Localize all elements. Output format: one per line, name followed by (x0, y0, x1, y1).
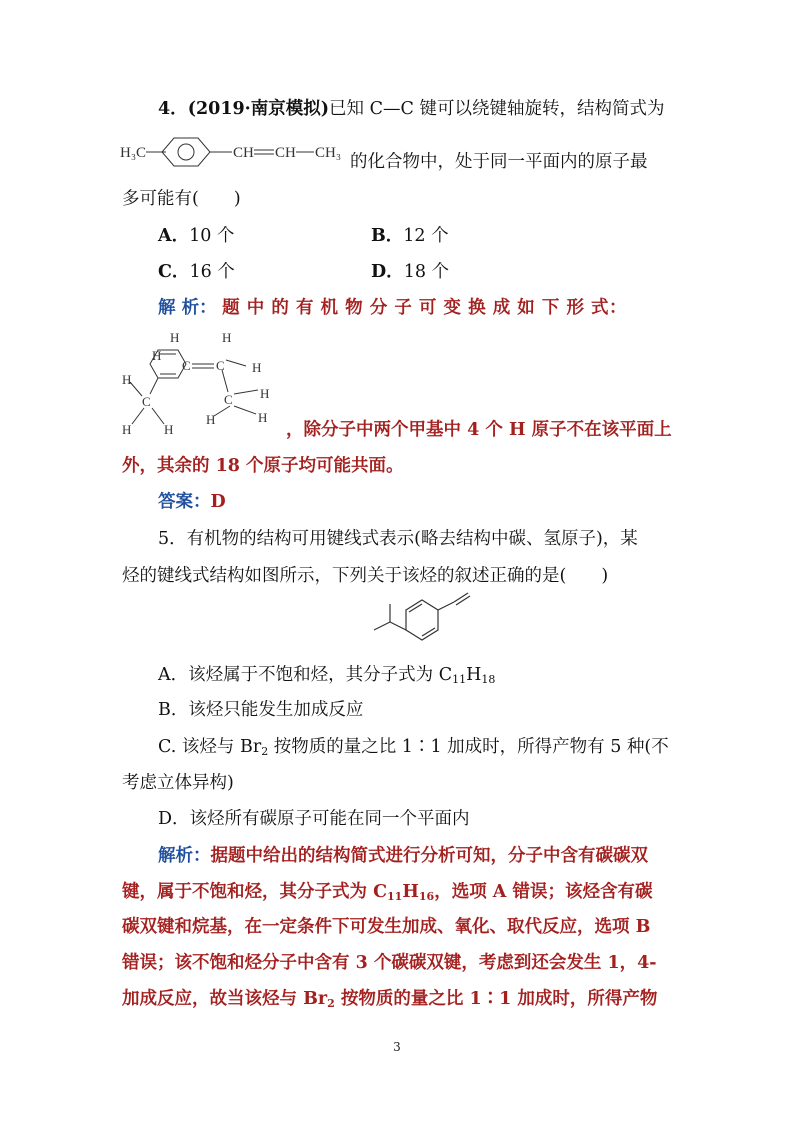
q4-analysis-text-3: 外，其余的 18 个原子均可能共面。 (122, 456, 404, 476)
q5-option-c: C. 该烃与 $Br_2$ 按物质的量之比 1∶1 加成时，所得产物有 5 种(不 (158, 737, 669, 758)
svg-text:H: H (170, 330, 180, 345)
svg-text:H: H (122, 372, 132, 387)
svg-text:C: C (182, 358, 191, 373)
svg-text:C: C (224, 392, 233, 407)
q5-option-c-cont: 考虑立体异构) (122, 773, 234, 793)
svg-text:H: H (152, 348, 162, 363)
q4-struct-h3c: H₃C (120, 145, 147, 161)
q4-analysis-label: 解 析： (158, 298, 217, 318)
q5-analysis-label: 解析： (158, 846, 211, 866)
q5-skeletal-structure (350, 590, 480, 652)
page-number: 3 (393, 1040, 401, 1054)
q4-answer-line (158, 490, 226, 514)
q4-stem-1: 已知 C—C 键可以绕键轴旋转，结构简式为 (329, 99, 665, 119)
svg-text:H: H (206, 412, 216, 427)
svg-text:C: C (142, 394, 151, 409)
svg-text:H: H (260, 386, 270, 401)
svg-text:H: H (258, 410, 268, 425)
q5-option-d: D．该烃所有碳原子可能在同一个平面内 (158, 809, 470, 829)
q5-analysis-line-5: 加成反应，故当该烃与 $Br_2$ 按物质的量之比 1∶1 加成时，所得产物 (122, 989, 658, 1010)
q5-stem-1: 5．有机物的结构可用键线式表示(略去结构中碳、氢原子)，某 (158, 529, 638, 549)
q4-struct-ch2: CH (275, 145, 296, 161)
q5-analysis-line-1: 解析：据题中给出的结构简式进行分析可知，分子中含有碳碳双 (158, 846, 648, 866)
q5-option-b: B．该烃只能发生加成反应 (158, 700, 364, 720)
q4-structure-formula (118, 128, 350, 176)
q5-stem-2: 烃的键线式结构如图所示，下列关于该烃的叙述正确的是( ) (122, 566, 609, 586)
q5-stem-line-1 (158, 527, 638, 551)
q4-option-b: B．12 个 (371, 226, 449, 246)
q4-stem-3: 多可能有( ) (122, 189, 241, 209)
q4-analysis-line-1 (158, 296, 674, 320)
q5-analysis-line-4: 错误；该不饱和烃分子中含有 3 个碳碳双键，考虑到还会发生 1，4- (122, 953, 657, 973)
q4-number: 4． (158, 99, 188, 119)
svg-text:H: H (122, 422, 132, 437)
svg-text:H: H (222, 330, 232, 345)
q4-analysis-line-2 (286, 418, 672, 442)
q4-analysis-text-1: 题 中 的 有 机 物 分 子 可 变 换 成 如 下 形 式： (222, 298, 628, 318)
q4-analysis-line-3 (122, 454, 404, 478)
q4-struct-ch1: CH (233, 145, 254, 161)
q4-line-1 (158, 97, 664, 121)
svg-text:H: H (164, 422, 174, 437)
svg-text:H: H (252, 360, 262, 375)
q5-analysis-line-3: 碳双键和烷基，在一定条件下可发生加成、氧化、取代反应，选项 B (122, 917, 651, 937)
q4-option-c: C．16 个 (158, 262, 235, 282)
q5-stem-line-2 (122, 564, 608, 588)
q4-option-a: A．10 个 (158, 226, 235, 246)
q4-expanded-structure (118, 326, 288, 438)
q5-option-a: A．该烃属于不饱和烃，其分子式为 $C_{11}H_{18}$ (158, 665, 496, 686)
q4-source: (2019·南京模拟) (187, 99, 330, 119)
q4-answer: D (210, 492, 226, 512)
q4-answer-label: 答案： (158, 492, 211, 512)
q4-option-d: D．18 个 (371, 262, 450, 282)
q4-struct-ch3: CH₃ (315, 145, 342, 161)
q4-analysis-text-2: ，除分子中两个甲基中 4 个 H 原子不在该平面上 (286, 420, 672, 440)
svg-text:C: C (216, 358, 225, 373)
q4-stem-2: 的化合物中，处于同一平面内的原子最 (350, 152, 648, 172)
q5-analysis-line-2: 键，属于不饱和烃，其分子式为 $C_{11}H_{16}$，选项 A 错误；该烃含有碳 (122, 882, 653, 903)
